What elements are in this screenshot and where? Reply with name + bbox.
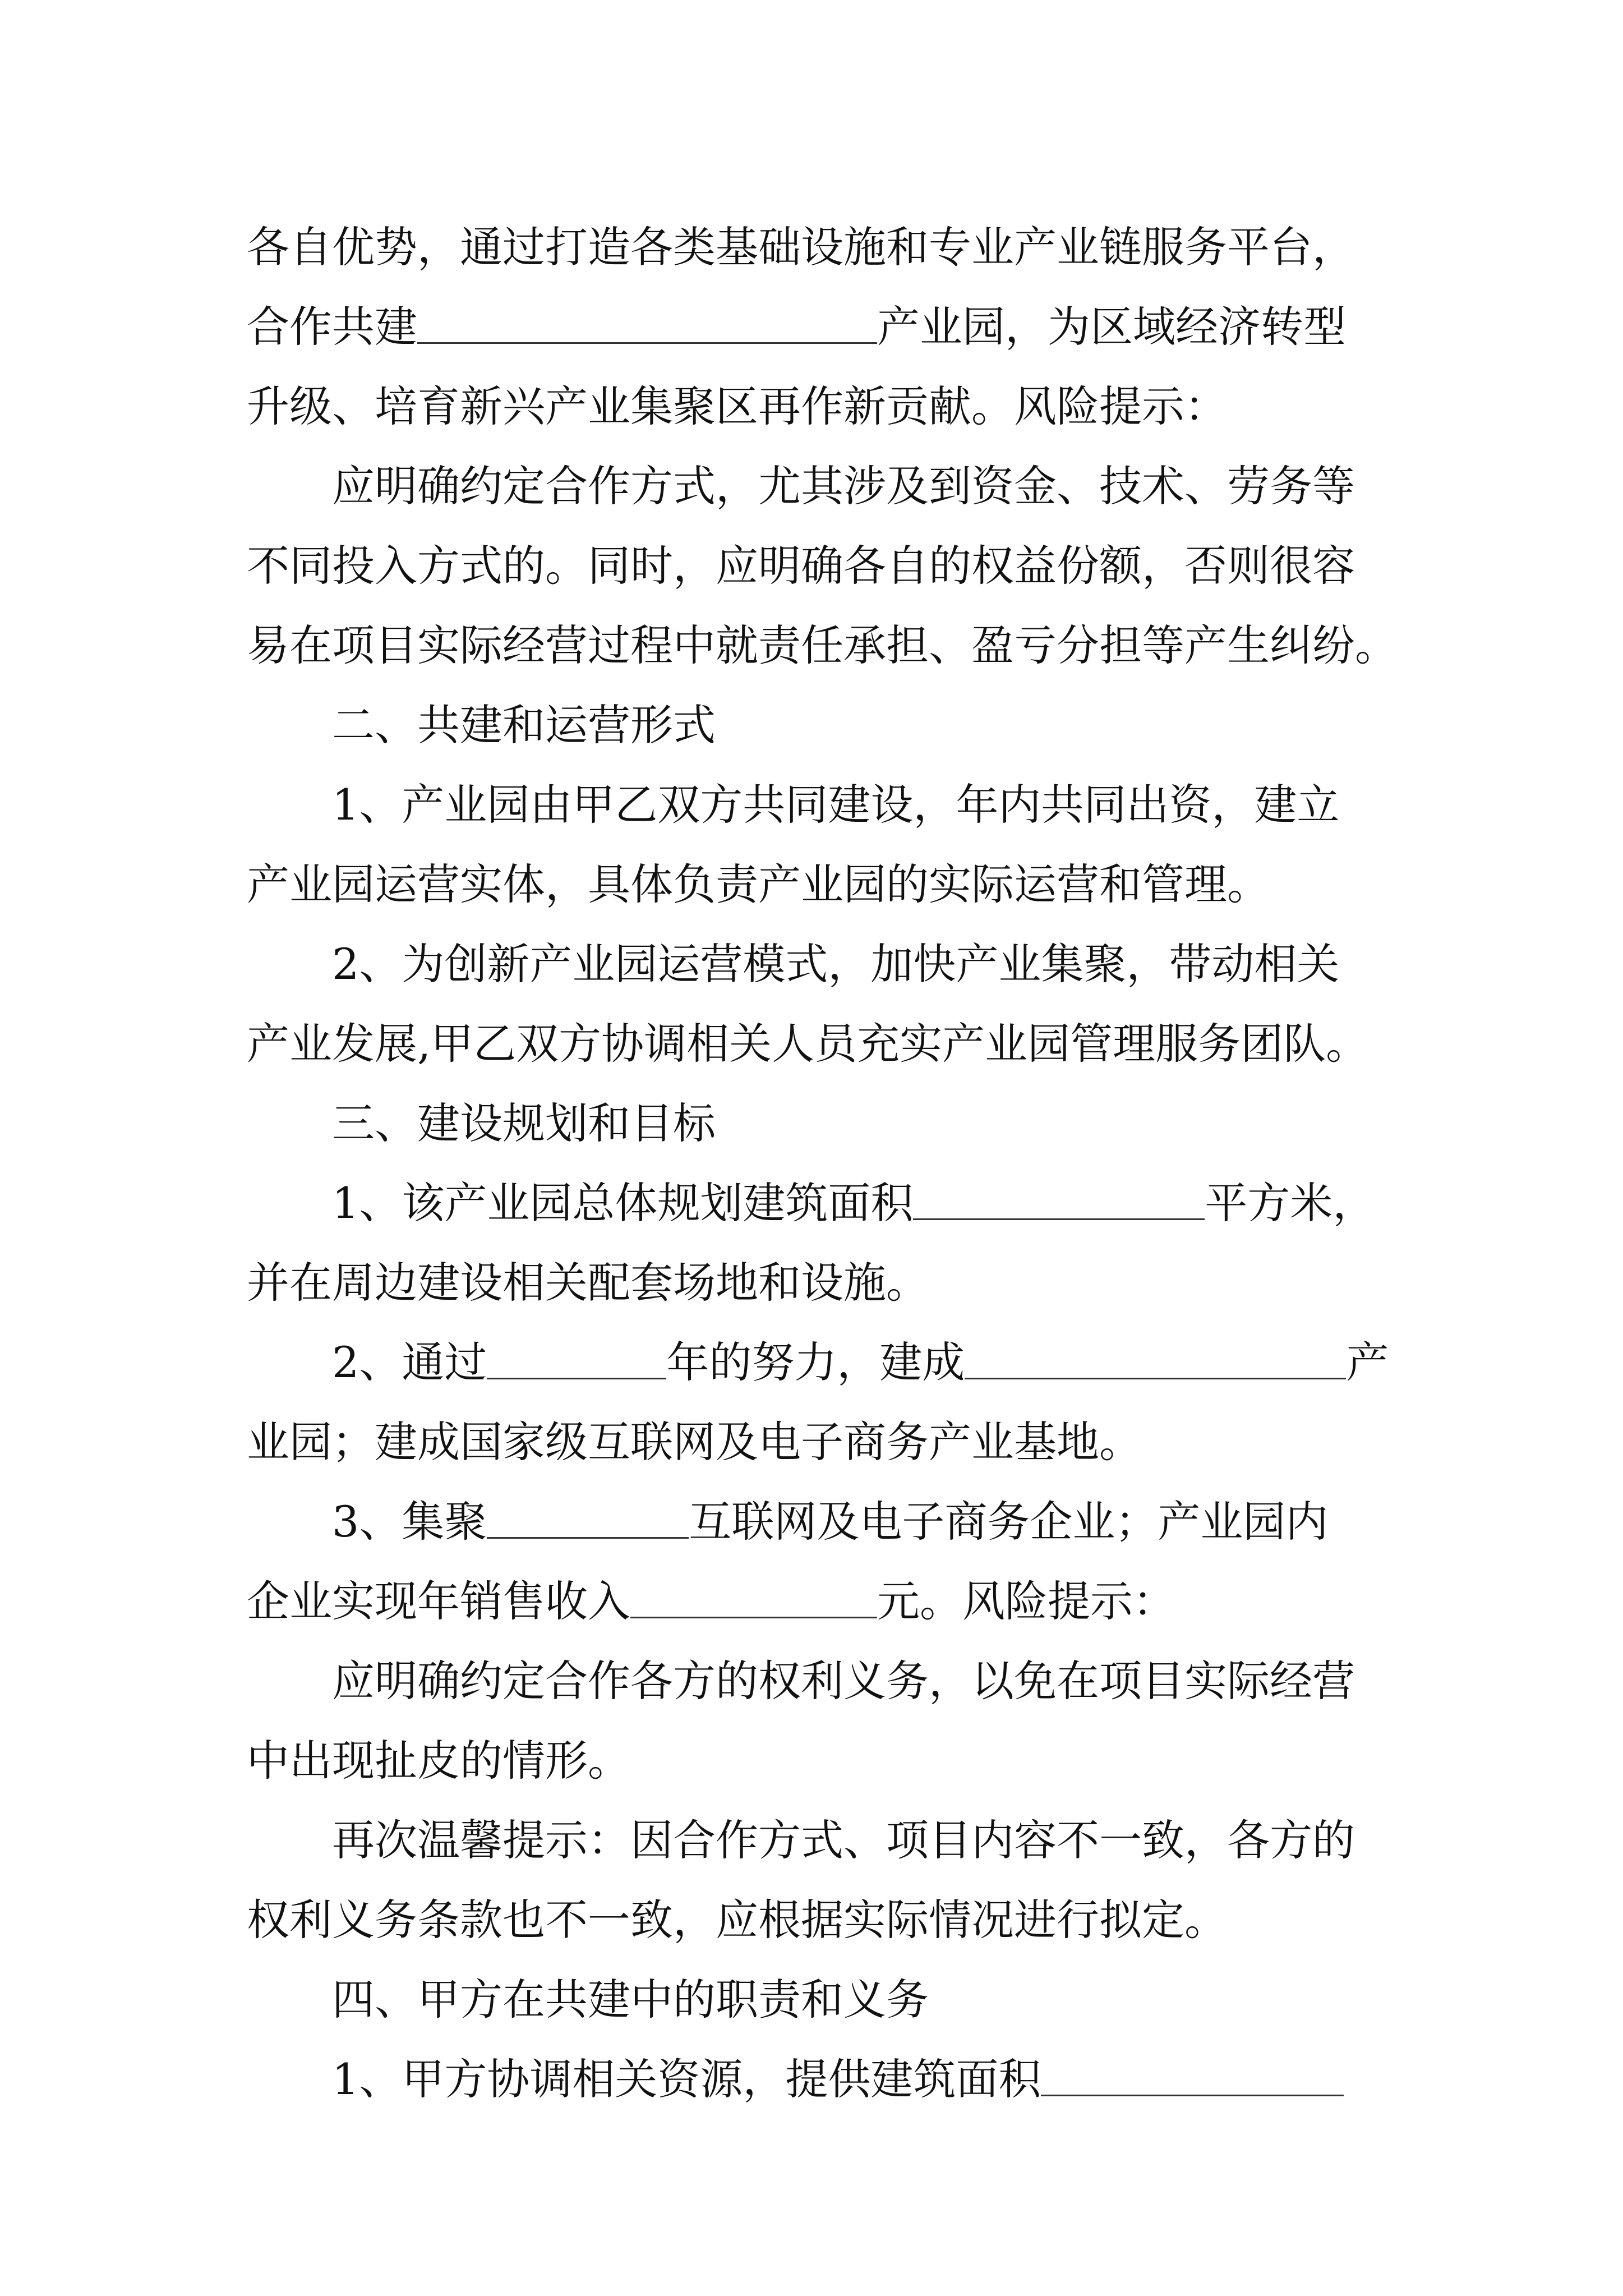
- line-text: 业园；建成国家级互联网及电子商务产业基地。: [247, 1417, 1142, 1467]
- line-text: 易在项目实际经营过程中就责任承担、盈亏分担等产生纠纷。: [247, 620, 1398, 670]
- fill-in-blank-goal: [965, 1338, 1346, 1379]
- fill-in-blank-area: [913, 1179, 1205, 1220]
- heading-text: 三、建设规划和目标: [332, 1098, 716, 1148]
- paragraph-line: [247, 2040, 1380, 2119]
- line-text: 平方米，: [1205, 1178, 1376, 1228]
- line-text: 应明确约定合作各方的权利义务，以免在项目实际经营: [332, 1656, 1355, 1706]
- line-text: 权利义务条款也不一致，应根据实际情况进行拟定。: [247, 1895, 1227, 1945]
- line-text: 中出现扯皮的情形。: [247, 1736, 630, 1786]
- line-text: 1、甲方协调相关资源，提供建筑面积: [332, 2054, 1041, 2104]
- paragraph-line: [247, 1880, 1380, 1960]
- paragraph-line: [247, 1721, 1380, 1801]
- line-text: 产: [1346, 1337, 1389, 1387]
- fill-in-blank-sales: [630, 1577, 877, 1618]
- section-heading: [247, 685, 1380, 765]
- paragraph-line: [247, 765, 1380, 845]
- line-text: 2、为创新产业园运营模式，加快产业集聚，带动相关: [332, 939, 1340, 989]
- line-text: 元。风险提示：: [877, 1576, 1175, 1626]
- paragraph-line: [247, 1641, 1380, 1721]
- line-text: 3、集聚: [332, 1497, 487, 1547]
- paragraph-line: [247, 526, 1380, 606]
- line-text: 1、该产业园总体规划建筑面积: [332, 1178, 914, 1228]
- paragraph-line: [247, 1163, 1380, 1243]
- paragraph-line: [247, 924, 1380, 1004]
- paragraph-line: [247, 208, 1380, 287]
- line-text: 产业园，为区域经济转型: [877, 302, 1346, 352]
- line-text: 并在周边建设相关配套场地和设施。: [247, 1258, 929, 1308]
- heading-text: 二、共建和运营形式: [332, 700, 716, 750]
- line-text: 不同投入方式的。同时，应明确各自的权益份额，否则很容: [247, 541, 1355, 591]
- line-text: 应明确约定合作方式，尤其涉及到资金、技术、劳务等: [332, 461, 1355, 511]
- paragraph-line: [247, 1323, 1389, 1402]
- section-heading: [247, 1960, 1380, 2040]
- heading-text: 四、甲方在共建中的职责和义务: [332, 1975, 929, 2024]
- fill-in-blank-years: [487, 1338, 666, 1379]
- line-text: 企业实现年销售收入: [247, 1576, 630, 1626]
- line-text: 升级、培育新兴产业集聚区再作新贡献。风险提示：: [247, 381, 1227, 431]
- paragraph-line: [247, 1243, 1380, 1323]
- fill-in-blank-park-name: [417, 303, 877, 344]
- paragraph-line: [247, 287, 1380, 367]
- fill-in-blank-building-area: [1041, 2055, 1344, 2096]
- line-text: 年的努力，建成: [666, 1337, 965, 1387]
- fill-in-blank-enterprise-count: [487, 1498, 689, 1539]
- paragraph-line: [247, 447, 1380, 526]
- document-body: [247, 208, 1398, 2119]
- line-text: 2、通过: [332, 1337, 487, 1387]
- line-text: 产业发展,甲乙双方协调相关人员充实产业园管理服务团队。: [247, 1019, 1369, 1069]
- paragraph-line: [247, 1004, 1380, 1084]
- line-text: 合作共建: [247, 302, 417, 352]
- paragraph-line: [247, 606, 1398, 685]
- line-text: 1、产业园由甲乙双方共同建设，年内共同出资，建立: [332, 780, 1340, 830]
- paragraph-line: [247, 1482, 1380, 1562]
- paragraph-line: [247, 1801, 1380, 1880]
- paragraph-line: [247, 1562, 1380, 1641]
- paragraph-line: [247, 1402, 1380, 1482]
- paragraph-line: [247, 367, 1380, 447]
- line-text: 产业园运营实体，具体负责产业园的实际运营和管理。: [247, 859, 1270, 909]
- section-heading: [247, 1084, 1380, 1163]
- line-text: 各自优势，通过打造各类基础设施和专业产业链服务平台，: [247, 222, 1355, 272]
- paragraph-line: [247, 845, 1380, 924]
- line-text: 互联网及电子商务企业；产业园内: [689, 1497, 1329, 1547]
- line-text: 再次温馨提示：因合作方式、项目内容不一致，各方的: [332, 1815, 1355, 1865]
